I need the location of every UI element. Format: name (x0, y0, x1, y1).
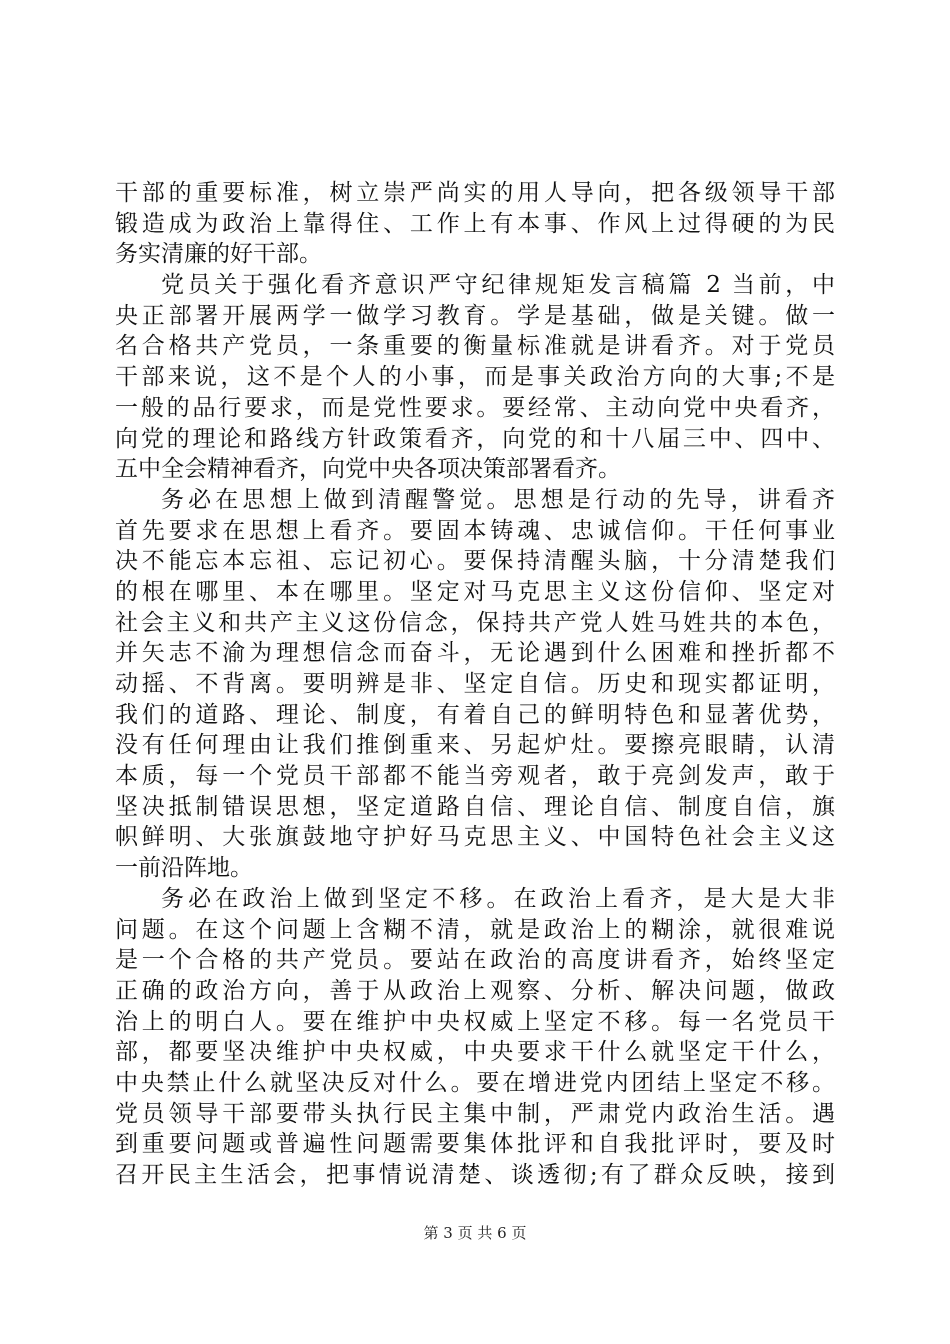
text-line: 向党的理论和路线方针政策看齐，向党的和十八届三中、四中、 (115, 425, 835, 452)
text-line: 名合格共产党员，一条重要的衡量标准就是讲看齐。对于党员 (115, 333, 835, 360)
text-line: 我们的道路、理论、制度，有着自己的鲜明特色和显著优势， (115, 701, 835, 728)
text-line: 务实清廉的好干部。 (115, 241, 322, 268)
text-line: 社会主义和共产主义这份信念，保持共产党人姓马姓共的本色， (115, 609, 835, 636)
text-line: 一般的品行要求，而是党性要求。要经常、主动向党中央看齐， (115, 394, 835, 421)
text-line: 没有任何理由让我们推倒重来、另起炉灶。要擦亮眼睛，认清 (115, 732, 835, 759)
text-line: 到重要问题或普遍性问题需要集体批评和自我批评时，要及时 (115, 1131, 835, 1158)
text-line: 中央禁止什么就坚决反对什么。要在增进党内团结上坚定不移。 (115, 1069, 835, 1096)
text-line: 央正部署开展两学一做学习教育。学是基础，做是关键。做一 (115, 302, 835, 329)
text-line: 问题。在这个问题上含糊不清，就是政治上的糊涂，就很难说 (115, 916, 835, 943)
document-body (115, 178, 835, 1191)
text-line: 治上的明白人。要在维护中央权威上坚定不移。每一名党员干 (115, 1008, 835, 1035)
text-line: 五中全会精神看齐，向党中央各项决策部署看齐。 (115, 456, 621, 483)
text-line: 部，都要坚决维护中央权威，中央要求干什么就坚定干什么， (115, 1039, 835, 1066)
text-line: 是一个合格的共产党员。要站在政治的高度讲看齐，始终坚定 (115, 947, 835, 974)
text-line: 首先要求在思想上看齐。要固本铸魂、忠诚信仰。干任何事业 (115, 517, 835, 544)
text-line: 决不能忘本忘祖、忘记初心。要保持清醒头脑，十分清楚我们 (115, 548, 835, 575)
text-line: 干部的重要标准，树立崇严尚实的用人导向，把各级领导干部 (115, 180, 835, 206)
text-line: 坚决抵制错误思想，坚定道路自信、理论自信、制度自信，旗 (115, 793, 835, 820)
text-line: 党员领导干部要带头执行民主集中制，严肃党内政治生活。遇 (115, 1100, 835, 1127)
text-line: 并矢志不渝为理想信念而奋斗，无论遇到什么困难和挫折都不 (115, 640, 835, 667)
text-line: 正确的政治方向，善于从政治上观察、分析、解决问题，做政 (115, 977, 835, 1004)
paragraph-first-line: 务必在思想上做到清醒警觉。思想是行动的先导，讲看齐 (161, 486, 835, 513)
text-line: 召开民主生活会，把事情说清楚、谈透彻;有了群众反映，接到 (115, 1162, 835, 1188)
paragraph-first-line: 务必在政治上做到坚定不移。在政治上看齐，是大是大非 (161, 885, 835, 912)
text-line: 本质，每一个党员干部都不能当旁观者，敢于亮剑发声，敢于 (115, 763, 835, 790)
text-line: 干部来说，这不是个人的小事，而是事关政治方向的大事;不是 (115, 364, 835, 391)
page-number-footer: 第 3 页 共 6 页 (423, 1224, 527, 1242)
text-line: 锻造成为政治上靠得住、工作上有本事、作风上过得硬的为民 (115, 210, 835, 237)
text-line: 动摇、不背离。要明辨是非、坚定自信。历史和现实都证明， (115, 671, 835, 697)
text-line: 一前沿阵地。 (115, 855, 253, 882)
paragraph-first-line: 党员关于强化看齐意识严守纪律规矩发言稿篇 2 当前，中 (161, 272, 835, 299)
text-line: 的根在哪里、本在哪里。坚定对马克思主义这份信仰、坚定对 (115, 578, 835, 605)
text-line: 帜鲜明、大张旗鼓地守护好马克思主义、中国特色社会主义这 (115, 824, 835, 851)
